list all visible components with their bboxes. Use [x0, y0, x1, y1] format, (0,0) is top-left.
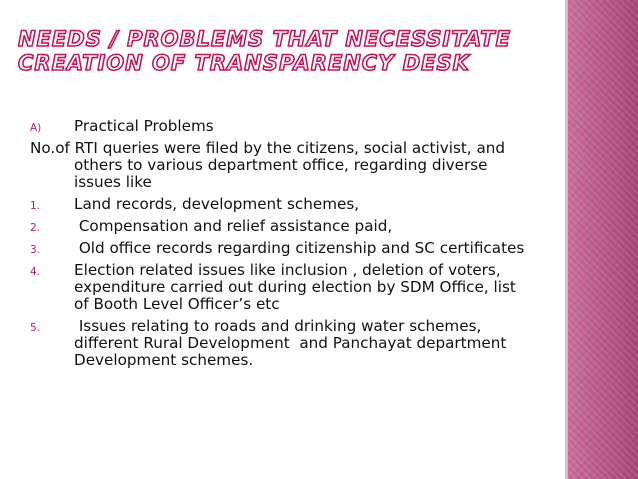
- slide-title: NEEDS / PROBLEMS THAT NECESSITATE CREATION OF TRANSPARENCY DESK: [18, 27, 511, 75]
- slide-body: [30, 118, 530, 374]
- decorative-side-stripe: [568, 0, 638, 479]
- list-marker: 3.: [30, 244, 41, 256]
- list-item-5: [30, 318, 530, 369]
- section-marker: A): [30, 122, 42, 134]
- list-item-4: [30, 262, 530, 313]
- list-marker: 5.: [30, 322, 41, 334]
- list-item-1: [30, 196, 530, 213]
- list-marker: 2.: [30, 222, 41, 234]
- list-marker: 1.: [30, 200, 41, 212]
- list-item-text: Election related issues like inclusion , deletion of voters, expenditure carried out during election by SDM Office, list of Booth Level Officer’s etc: [74, 261, 516, 313]
- list-item-text: Land records, development schemes,: [74, 195, 360, 213]
- list-item-3: [30, 240, 530, 257]
- list-item-text: Compensation and relief assistance paid,: [74, 217, 393, 235]
- list-item-2: [30, 218, 530, 235]
- intro-paragraph: No.of RTI queries were filed by the citizens, social activist, and others to various department office, regarding diverse issues like: [30, 139, 506, 191]
- section-heading-text: Practical Problems: [74, 117, 214, 135]
- section-heading: [30, 118, 530, 135]
- list-item-text: Issues relating to roads and drinking water schemes, different Rural Development and Panchayat department Development schemes.: [74, 317, 512, 369]
- list-marker: 4.: [30, 266, 41, 278]
- list-item-text: Old office records regarding citizenship and SC certificates: [74, 239, 525, 257]
